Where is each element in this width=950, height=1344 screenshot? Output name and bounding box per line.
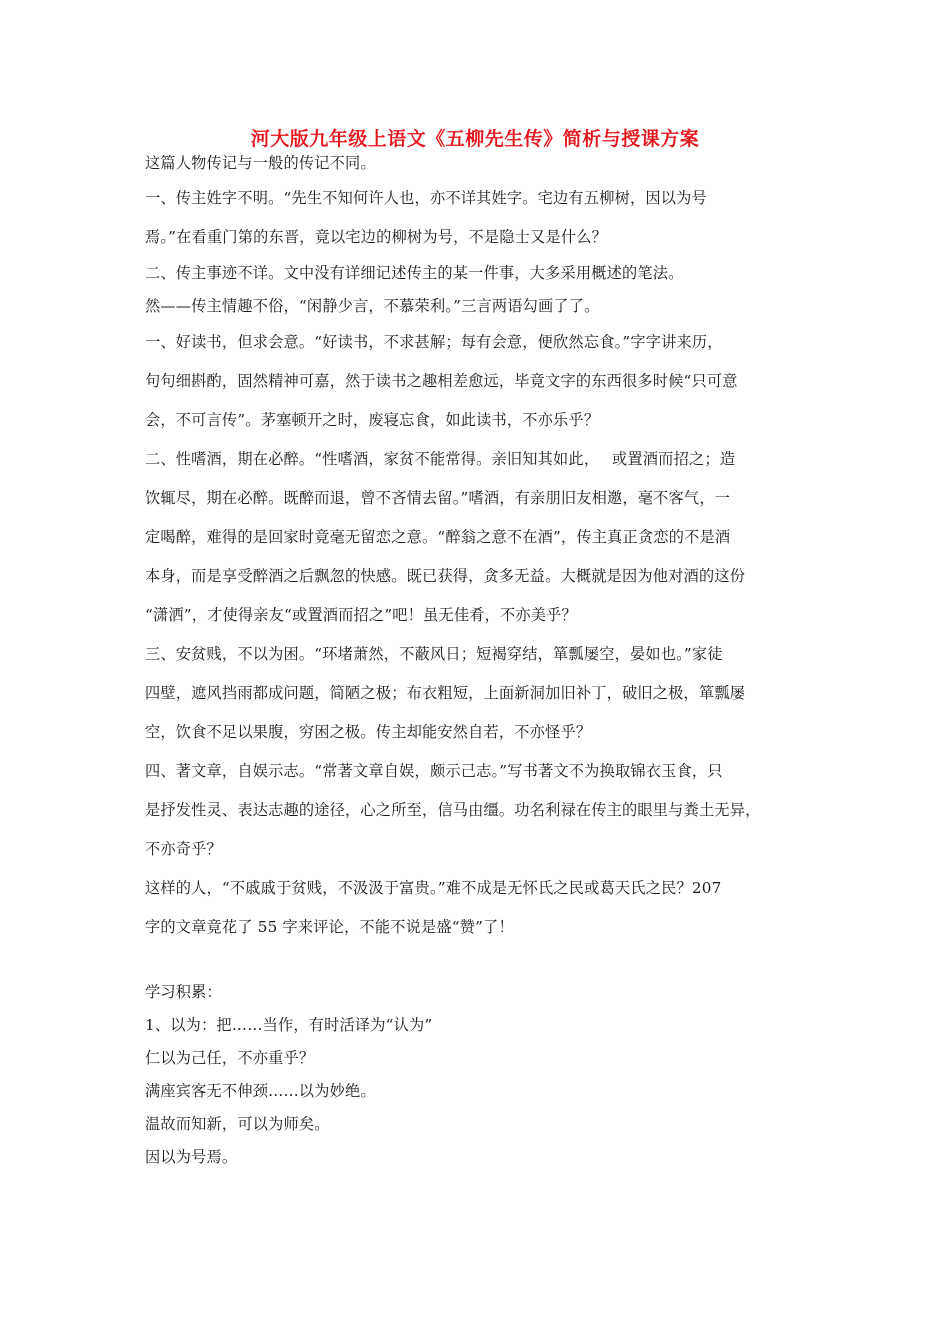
intro-paragraph — [145, 148, 813, 179]
spacer — [145, 947, 813, 976]
text-line: 这篇人物传记与一般的传记不同。 — [145, 154, 376, 172]
paragraph-wine — [145, 440, 813, 635]
example-sentence: 温故而知新，可以为师矣。 — [145, 1115, 330, 1133]
text-line: 饮辄尽，期在必醉。既醉而退，曾不吝情去留。”嗜酒，有亲朋旧友相邀，毫不客气，一 — [145, 489, 731, 507]
text-line: 定喝醉，难得的是回家时竟毫无留恋之意。“醉翁之意不在酒”，传主真正贪恋的不是酒 — [145, 528, 731, 546]
paragraph-interests — [145, 290, 813, 323]
study-heading: 学习积累： — [145, 983, 222, 1001]
text-line: 会，不可言传”。茅塞顿开之时，废寝忘食，如此读书，不亦乐乎？ — [145, 411, 600, 429]
text-line: 这样的人，“不戚戚于贫贱，不汲汲于富贵。”难不成是无怀氏之民或葛天氏之民？207 — [145, 879, 722, 897]
paragraph-deeds-unknown — [145, 257, 813, 290]
text-line: 一、传主姓字不明。“先生不知何许人也，亦不详其姓字。宅边有五柳树，因以为号 — [145, 189, 707, 207]
text-line: 不亦奇乎？ — [145, 840, 222, 858]
document-body — [145, 148, 813, 1174]
text-line: 本身，而是享受醉酒之后飘忽的快感。既已获得，贪多无益。大概就是因为他对酒的这份 — [145, 567, 746, 585]
paragraph-writing — [145, 752, 813, 869]
text-line: 二、性嗜酒，期在必醉。“性嗜酒，家贫不能常得。亲旧知其如此， 或置酒而招之；造 — [145, 450, 736, 468]
text-line: 是抒发性灵、表达志趣的途径，心之所至，信马由缰。功名利禄在传主的眼里与粪土无异， — [145, 801, 761, 819]
text-line: 句句细斟酌，固然精神可嘉，然于读书之趣相差愈远，毕竟文字的东西很多时候“只可意 — [145, 372, 738, 390]
paragraph-conclusion — [145, 869, 813, 947]
example-sentence: 满座宾客无不伸颈……以为妙绝。 — [145, 1082, 376, 1100]
text-line: 四、著文章，自娱示志。“常著文章自娱，颇示己志。”写书著文不为换取锦衣玉食，只 — [145, 762, 723, 780]
text-line: 然——传主情趣不俗，“闲静少言，不慕荣利。”三言两语勾画了了。 — [145, 297, 600, 315]
text-line: 三、安贫贱，不以为困。“环堵萧然，不蔽风日；短褐穿结，箪瓢屡空，晏如也。”家徒 — [145, 645, 723, 663]
text-line: 一、好读书，但求会意。“好读书，不求甚解；每有会意，便欣然忘食。”字字讲来历， — [145, 333, 723, 351]
study-section — [145, 976, 813, 1174]
text-line: 空，饮食不足以果腹，穷困之极。传主却能安然自若，不亦怪乎？ — [145, 723, 592, 741]
paragraph-poverty — [145, 635, 813, 752]
example-sentence: 因以为号焉。 — [145, 1148, 238, 1166]
paragraph-reading — [145, 323, 813, 440]
example-sentence: 仁以为己任，不亦重乎？ — [145, 1049, 315, 1067]
text-line: 字的文章竟花了 55 字来评论，不能不说是盛“赞”了！ — [145, 918, 514, 936]
document-title: 河大版九年级上语文《五柳先生传》简析与授课方案 — [250, 128, 700, 150]
text-line: 焉。”在看重门第的东晋，竟以宅边的柳树为号，不是隐士又是什么？ — [145, 228, 607, 246]
text-line: 四壁，遮风挡雨都成问题，简陋之极；布衣粗短，上面新洞加旧补丁，破旧之极，箪瓢屡 — [145, 684, 746, 702]
text-line: 二、传主事迹不详。文中没有详细记述传主的某一件事，大多采用概述的笔法。 — [145, 264, 684, 282]
study-item: 1、以为：把……当作，有时活译为“认为” — [145, 1016, 433, 1034]
text-line: “潇洒”，才使得亲友“或置酒而招之”吧！虽无佳肴，不亦美乎？ — [145, 606, 577, 624]
paragraph-name-unknown — [145, 179, 813, 257]
